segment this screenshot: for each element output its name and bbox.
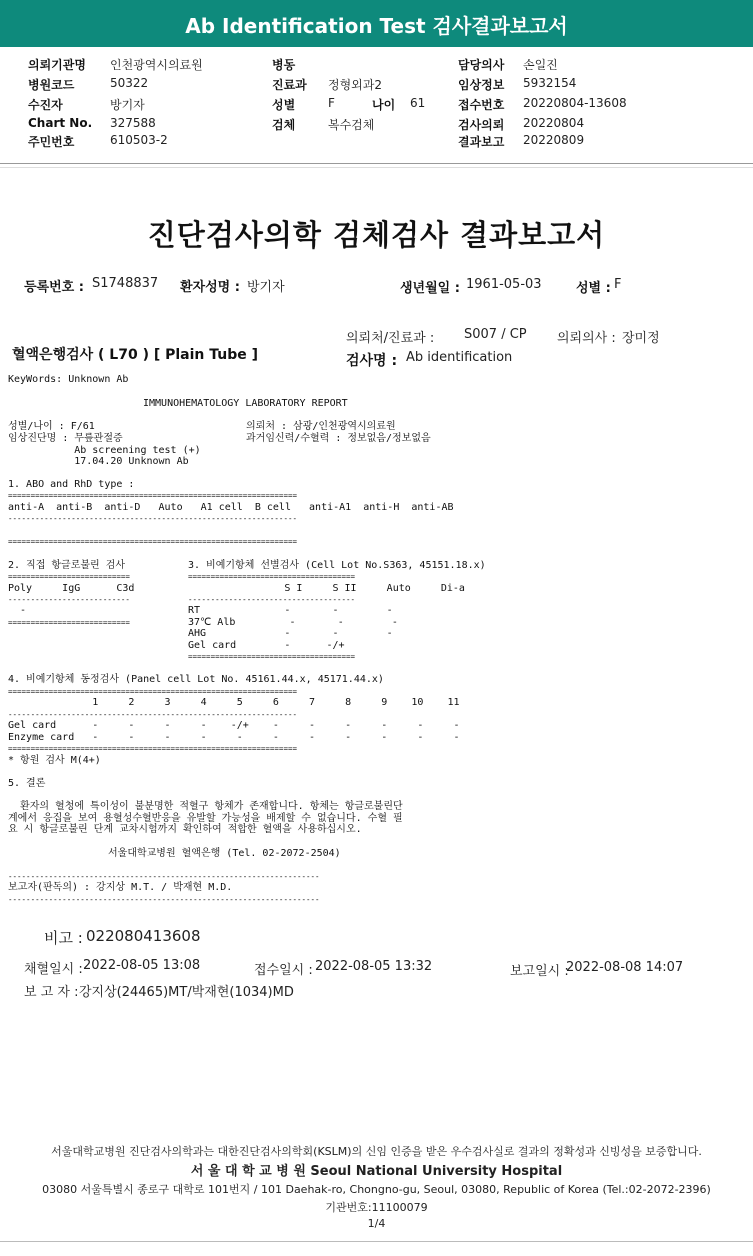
age-value: 61 [410,96,426,110]
abo-dash-line: ---------------------------------------------------------------- [8,514,297,523]
panel-dash: ---------------------------------------------------------------- [8,710,297,719]
hospital-code-value: 50322 [110,76,149,90]
dat-title: 2. 직접 항글로불린 검사 [8,560,126,571]
ref-label: 의뢰처/진료과 : [346,331,435,346]
dob-value: 1961-05-03 [466,277,542,292]
rep-label: 보고일시 : [510,964,569,979]
banner-title: Ab Identification Test 검사결과보고서 [185,14,568,38]
reporter-value: 강지상(24465)MT/박재현(1034)MD [79,985,294,1000]
doctor-value: 손일진 [523,58,558,72]
patient-value: 방기자 [110,98,145,112]
remark-value: 022080413608 [86,927,201,945]
hospital-code-label: 병원코드 [28,78,75,92]
rrn-value: 610503-2 [110,133,168,147]
dept-label: 진료과 [272,78,307,92]
ref-value: S007 / CP [464,327,527,342]
page-number: 1/4 [367,1217,386,1230]
institution-value: 인천광역시의료원 [110,58,203,72]
refdoc-label: 의뢰의사 : [557,331,616,346]
screen-dash: ------------------------------------- [188,595,356,604]
report-title: 진단검사의학 검체검사 결과보고서 [147,218,606,252]
receipt-label: 접수번호 [458,98,505,112]
receipt-value: 20220804-13608 [523,96,627,110]
institution-label: 의뢰기관명 [28,58,86,72]
dat-value: - [8,605,27,616]
screen-row-ahg: AHG - - - [188,628,393,639]
antigen-note: * 항원 검사 M(4+) [8,755,101,766]
screen-row-gel: Gel card - -/+ [188,640,345,651]
report-date-value: 20220809 [523,133,585,147]
sexage: 성별/나이 : F/61 [8,421,95,432]
report-date-label: 결과보고 [458,135,505,149]
diagnosis-2: Ab screening test (+) [8,445,201,456]
specimen-label: 검체 [272,118,296,132]
footer-address: 03080 서울특별시 종로구 대학로 101번지 / 101 Daehak-ro, Chongno-gu, Seoul, 03080, Republic of Korea (Tel.:02-2072-2396) [42,1183,711,1196]
screen-eq-2: ===================================== [188,652,356,661]
panel-row-gel: Gel card - - - - -/+ - - - - - - [8,720,460,731]
abo-header: anti-A anti-B anti-D Auto A1 cell B cell anti-A1 anti-H anti-AB [8,502,454,513]
recv-value: 2022-08-05 13:32 [315,959,433,974]
reporter-line: 보고자(판독의) : 강지상 M.T. / 박재현 M.D. [8,882,233,893]
sex2-label: 성별 : [576,281,611,296]
doctor-label: 담당의사 [458,58,505,72]
footer-hospital: 서 울 대 학 교 병 원 Seoul National University Hospital [190,1164,563,1179]
remark-label: 비고 : [44,929,83,947]
history: 과거임신력/수혈력 : 정보없음/정보없음 [246,433,431,444]
test-label: 검사명 : [346,353,398,369]
recv-label: 접수일시 : [254,963,313,978]
screen-header: S I S II Auto Di-a [188,583,465,594]
dob-label: 생년월일 : [400,281,460,296]
panel-header: 1 2 3 4 5 6 7 8 9 10 11 [8,697,460,708]
draw-label: 채혈일시 : [24,962,83,977]
rep-value: 2022-08-08 14:07 [566,960,684,975]
reg-label: 등록번호 : [24,280,84,295]
chart-label: Chart No. [28,116,93,130]
panel-row-enzyme: Enzyme card - - - - - - - - - - - [8,732,460,743]
chart-value: 327588 [110,116,156,130]
draw-value: 2022-08-05 13:08 [83,958,201,973]
sex2-value: F [614,277,622,292]
dat-header: Poly IgG C3d [8,583,135,594]
dat-eq-2: =========================== [8,618,130,627]
abo-eq-line: ================================================================ [8,491,297,500]
report-banner [0,0,753,47]
abo-eq-line-2: ================================================================ [8,537,297,546]
sex-label: 성별 [272,98,296,112]
diagnosis-3: 17.04.20 Unknown Ab [8,456,189,467]
lab-title: IMMUNOHEMATOLOGY LABORATORY REPORT [143,398,348,409]
refdoc-value: 장미정 [622,331,660,346]
cert-notice: 서울대학교병원 진단검사의학과는 대한진단검사의학회(KSLM)의 신임 인증을 받은 우수검사실로 결과의 정확성과 신빙성을 보증합니다. [51,1145,702,1158]
long-dash-1: --------------------------------------------------------------------- [8,872,320,881]
diagnosis: 임상진단명 : 무릎관절증 [8,433,123,444]
ward-label: 병동 [272,58,296,72]
header-divider [0,163,753,164]
clinical-value: 5932154 [523,76,577,90]
conclusion-title: 5. 결론 [8,778,46,789]
name-value: 방기자 [247,280,285,295]
reporter-label: 보 고 자 : [24,985,79,1000]
abo-title: 1. ABO and RhD type : [8,479,135,490]
blood-bank: 서울대학교병원 혈액은행 (Tel. 02-2072-2504) [108,848,341,859]
conclusion-2: 계에서 응집을 보여 용혈성수혈반응을 유발할 가능성을 배제할 수 없습니다. 수혈 필 [8,813,403,824]
screen-row-alb: 37℃ Alb - - - [188,617,398,628]
request-label: 검사의뢰 [458,118,505,132]
clinical-label: 임상정보 [458,78,505,92]
sex-value: F [328,96,335,110]
panel-eq-2: ================================================================ [8,744,297,753]
footer-divider [0,1241,753,1242]
test-value: Ab identification [406,350,513,365]
specimen-value: 복수검체 [328,118,375,132]
keywords: KeyWords: Unknown Ab [8,374,129,385]
name-label: 환자성명 : [180,280,240,295]
header-divider-shadow [0,167,753,168]
screen-row-rt: RT - - - [188,605,393,616]
patient-label: 수진자 [28,98,63,112]
long-dash-2: --------------------------------------------------------------------- [8,895,320,904]
footer-inst-no: 기관번호:11100079 [325,1201,428,1214]
panel-title: 4. 비예기항체 동정검사 (Panel cell Lot No. 45161.44.x, 45171.44.x) [8,674,384,685]
reg-value: S1748837 [92,276,159,291]
panel-eq: ================================================================ [8,687,297,696]
dat-eq: =========================== [8,572,130,581]
conclusion-1: 환자의 혈청에 특이성이 불분명한 적혈구 항체가 존재합니다. 항체는 항글로불린단 [8,801,403,812]
conclusion-3: 요 시 항글로불린 단계 교차시험까지 확인하여 적합한 혈액을 사용하십시오. [8,824,362,835]
rrn-label: 주민번호 [28,135,75,149]
dat-dash: --------------------------- [8,595,130,604]
request-value: 20220804 [523,116,585,130]
screen-title: 3. 비예기항체 선별검사 (Cell Lot No.S363, 45151.18.x) [188,560,486,571]
test-group: 혈액은행검사 ( L70 ) [ Plain Tube ] [12,347,259,363]
screen-eq: ===================================== [188,572,356,581]
dept-value: 정형외과2 [328,78,383,92]
referrer: 의뢰처 : 삼광/인천광역시의료원 [246,421,396,432]
age-label: 나이 [372,98,396,112]
